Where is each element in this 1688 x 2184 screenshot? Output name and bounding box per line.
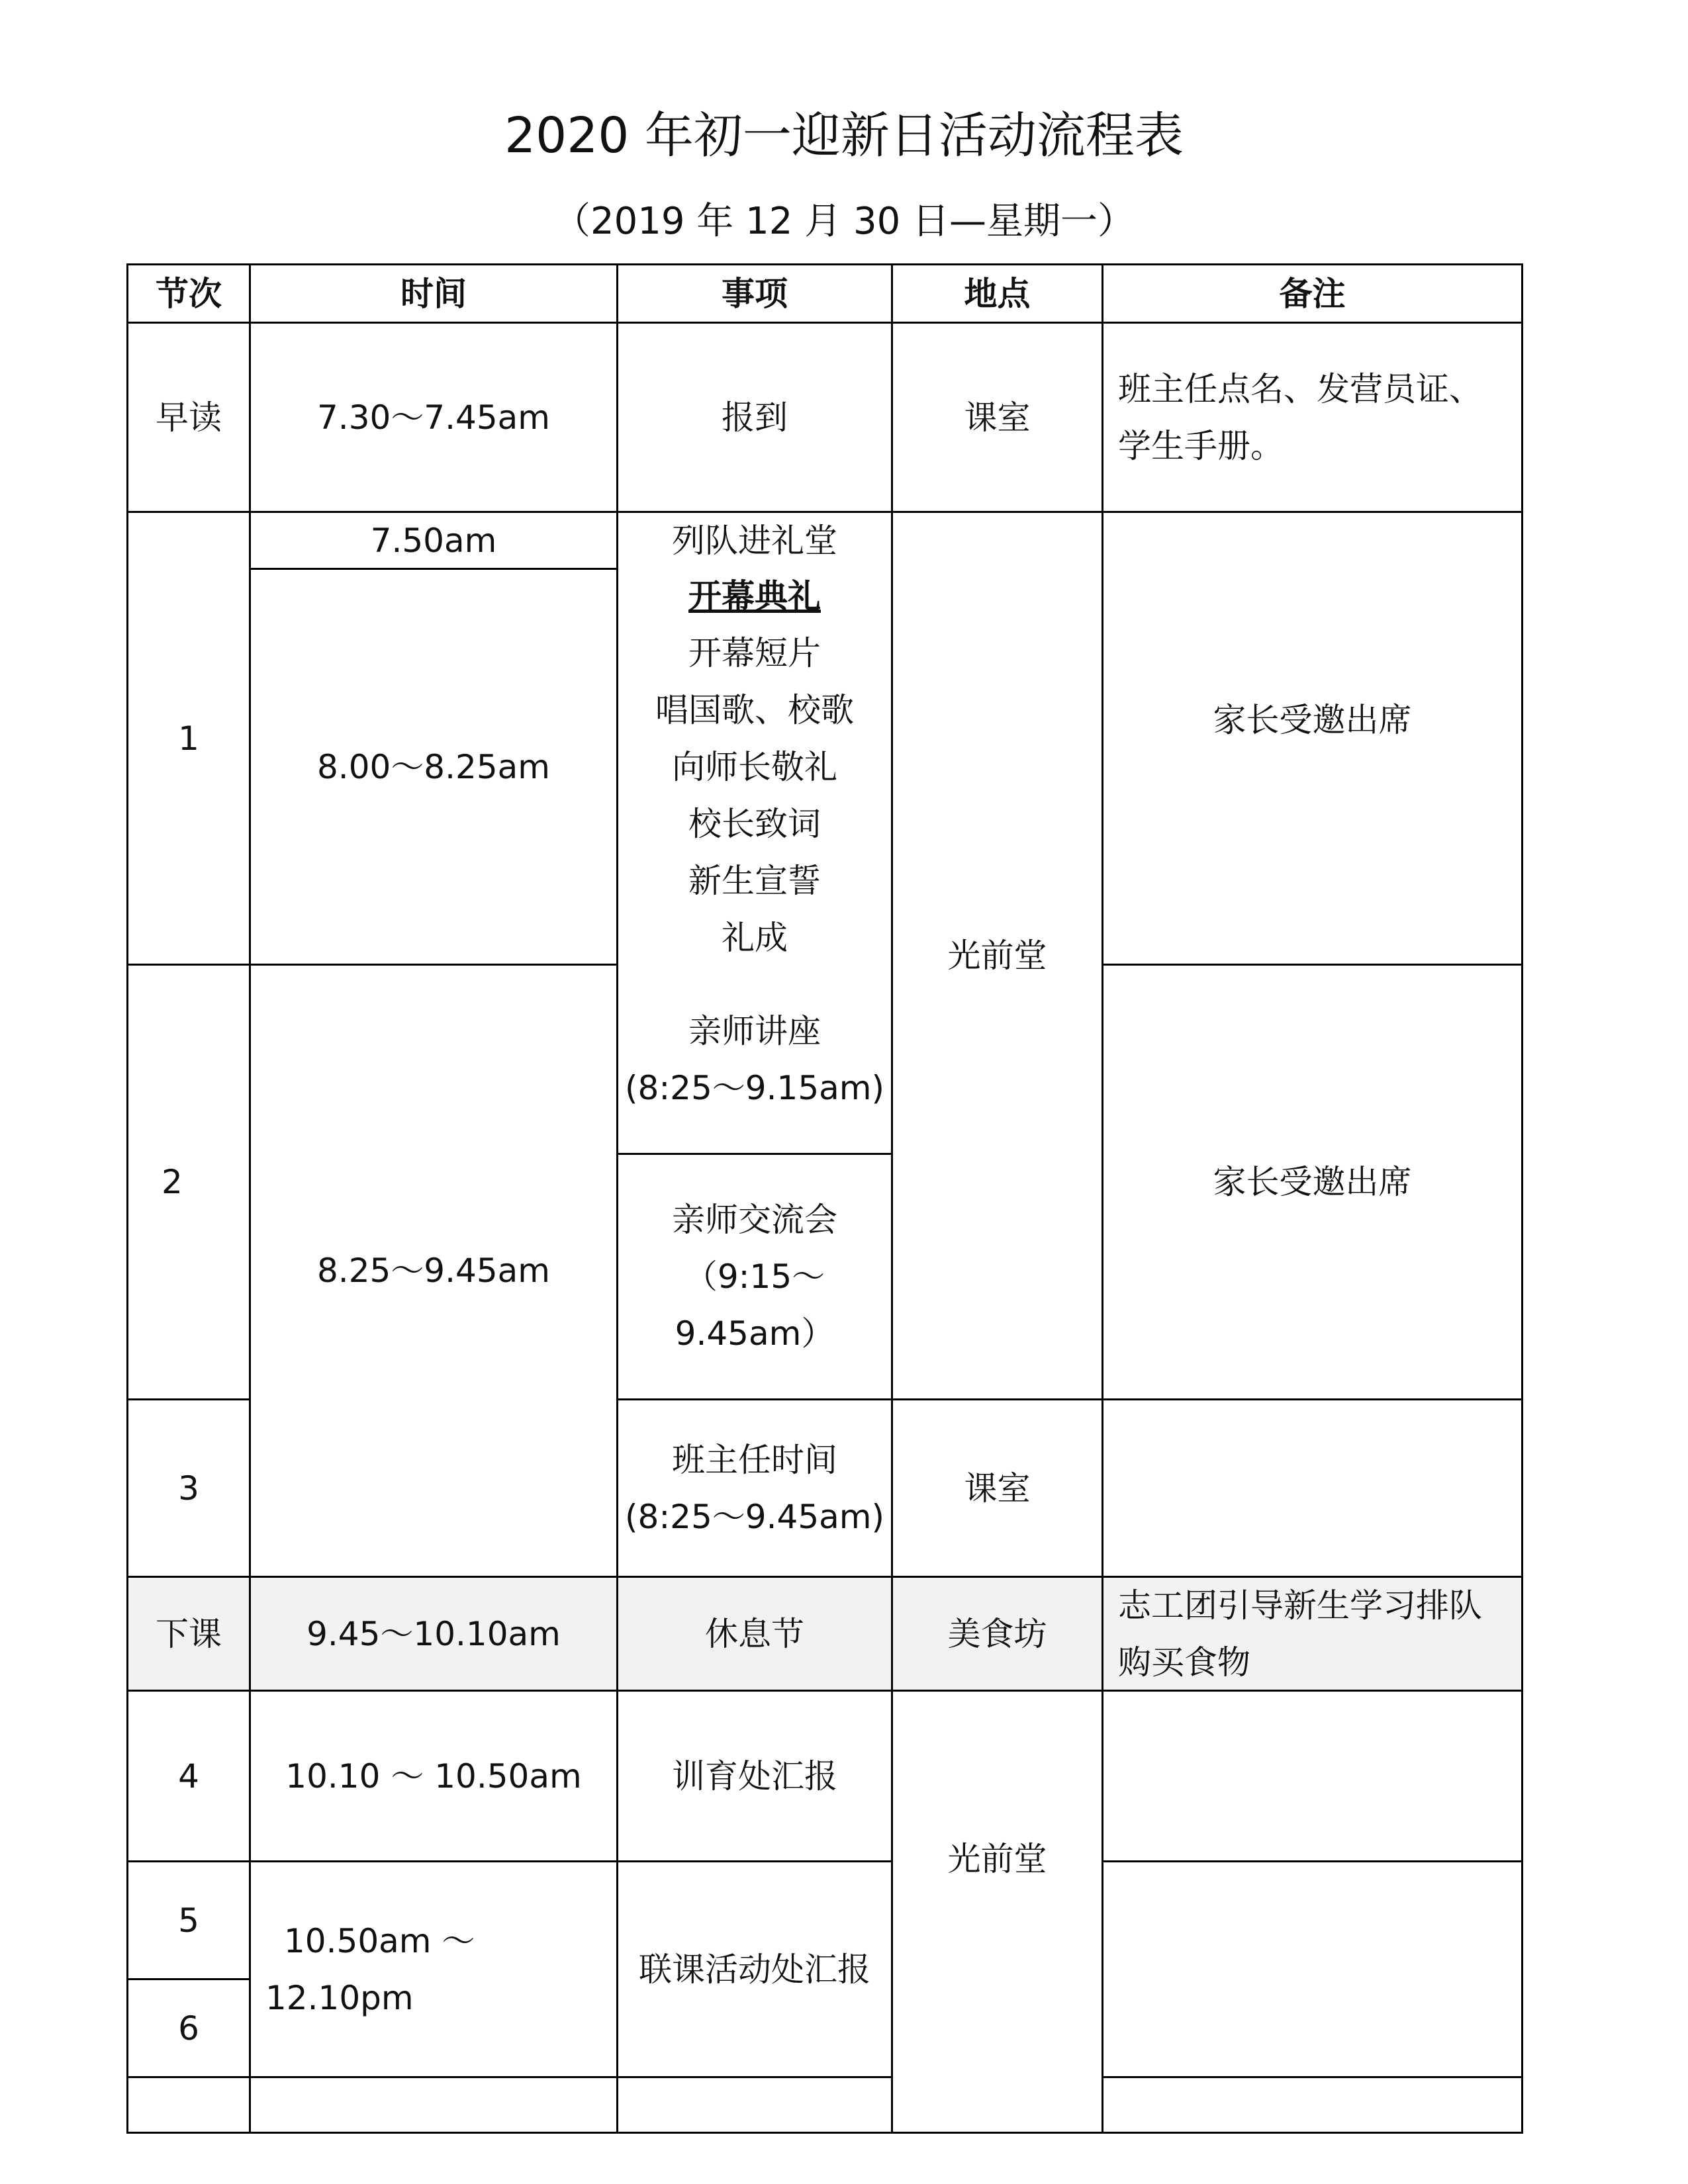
s1-item-b xyxy=(618,570,891,964)
s1-note: 家长受邀出席 xyxy=(1213,701,1412,739)
break-note xyxy=(1103,1578,1521,1690)
s3-item xyxy=(618,1400,891,1576)
s56-time xyxy=(251,1862,616,2076)
s56-item: 联课活动处汇报 xyxy=(639,1950,870,1989)
empty-row-note xyxy=(1103,2078,1521,2132)
empty-row-item xyxy=(618,2078,891,2132)
header-place: 地点 xyxy=(964,274,1031,313)
break-time: 9.45～10.10am xyxy=(306,1614,561,1653)
header-note: 备注 xyxy=(1279,274,1346,313)
morning-item: 报到 xyxy=(722,398,788,437)
s2-session: 2 xyxy=(162,1163,183,1201)
s2-note: 家长受邀出席 xyxy=(1213,1163,1412,1201)
s56-note xyxy=(1103,1862,1521,2076)
page-subtitle: （2019 年 12 月 30 日—星期一） xyxy=(553,200,1135,243)
s1-item-a: 列队进礼堂 xyxy=(672,521,837,560)
empty-row-session xyxy=(128,2078,249,2132)
exchange-title: 亲师交流会 xyxy=(672,1201,837,1239)
exchange-time-2: 9.45am） xyxy=(675,1314,835,1353)
break-note-line-1: 志工团引导新生学习排队 xyxy=(1118,1586,1482,1625)
s3-session: 3 xyxy=(178,1469,199,1508)
ceremony-step: 校长致词 xyxy=(688,804,821,843)
place-hall-2: 光前堂 xyxy=(947,1840,1047,1878)
ceremony-step: 新生宣誓 xyxy=(688,861,821,900)
s1-time-b: 8.00～8.25am xyxy=(316,747,550,786)
page-title: 2020 年初一迎新日活动流程表 xyxy=(504,107,1184,164)
morning-time: 7.30～7.45am xyxy=(316,398,550,437)
s56-time-line-1: 10.50am ～ xyxy=(284,1921,475,1960)
break-session: 下课 xyxy=(156,1614,222,1653)
s4-session: 4 xyxy=(178,1756,199,1796)
s4-time: 10.10 ～ 10.50am xyxy=(285,1756,582,1796)
morning-note-line-1: 班主任点名、发营员证、 xyxy=(1118,369,1482,408)
empty-row-time xyxy=(251,2078,616,2132)
lecture-title: 亲师讲座 xyxy=(688,1011,821,1050)
header-item: 事项 xyxy=(722,274,788,313)
s1-session: 1 xyxy=(178,719,199,758)
s4-item: 训育处汇报 xyxy=(672,1756,837,1796)
exchange-time-1: （9:15～ xyxy=(684,1257,825,1296)
lecture-time: (8:25～9.15am) xyxy=(625,1068,884,1107)
morning-place: 课室 xyxy=(964,398,1031,437)
s5-session: 5 xyxy=(178,1901,199,1940)
break-place: 美食坊 xyxy=(947,1614,1047,1653)
s3-note xyxy=(1103,1400,1521,1576)
ceremony-step: 唱国歌、校歌 xyxy=(655,690,854,729)
break-item: 休息节 xyxy=(705,1614,804,1653)
s2-item-b xyxy=(618,1155,891,1398)
morning-note-line-2: 学生手册。 xyxy=(1118,426,1284,465)
ceremony-step: 开幕短片 xyxy=(688,633,821,672)
s2-item-a xyxy=(618,966,891,1153)
s6-session: 6 xyxy=(178,2009,199,2048)
row-line-bottom xyxy=(126,2132,1523,2134)
table-border-right xyxy=(1521,263,1523,2134)
header-time: 时间 xyxy=(400,274,467,313)
break-note-line-2: 购买食物 xyxy=(1118,1643,1250,1682)
morning-note xyxy=(1103,324,1521,511)
s4-note xyxy=(1103,1692,1521,1860)
morning-session: 早读 xyxy=(156,398,222,437)
place-hall-1: 光前堂 xyxy=(947,936,1047,975)
homeroom-time: (8:25～9.45am) xyxy=(625,1497,884,1536)
s1-time-a: 7.50am xyxy=(370,521,497,560)
ceremony-heading: 开幕典礼 xyxy=(688,576,821,615)
homeroom-title: 班主任时间 xyxy=(672,1440,837,1479)
ceremony-step: 向师长敬礼 xyxy=(672,747,837,786)
s56-time-line-2: 12.10pm xyxy=(265,1978,414,2017)
s2-time: 8.25～9.45am xyxy=(316,1251,550,1290)
header-session: 节次 xyxy=(156,274,222,313)
ceremony-step: 礼成 xyxy=(722,918,788,957)
s3-place: 课室 xyxy=(964,1469,1031,1508)
